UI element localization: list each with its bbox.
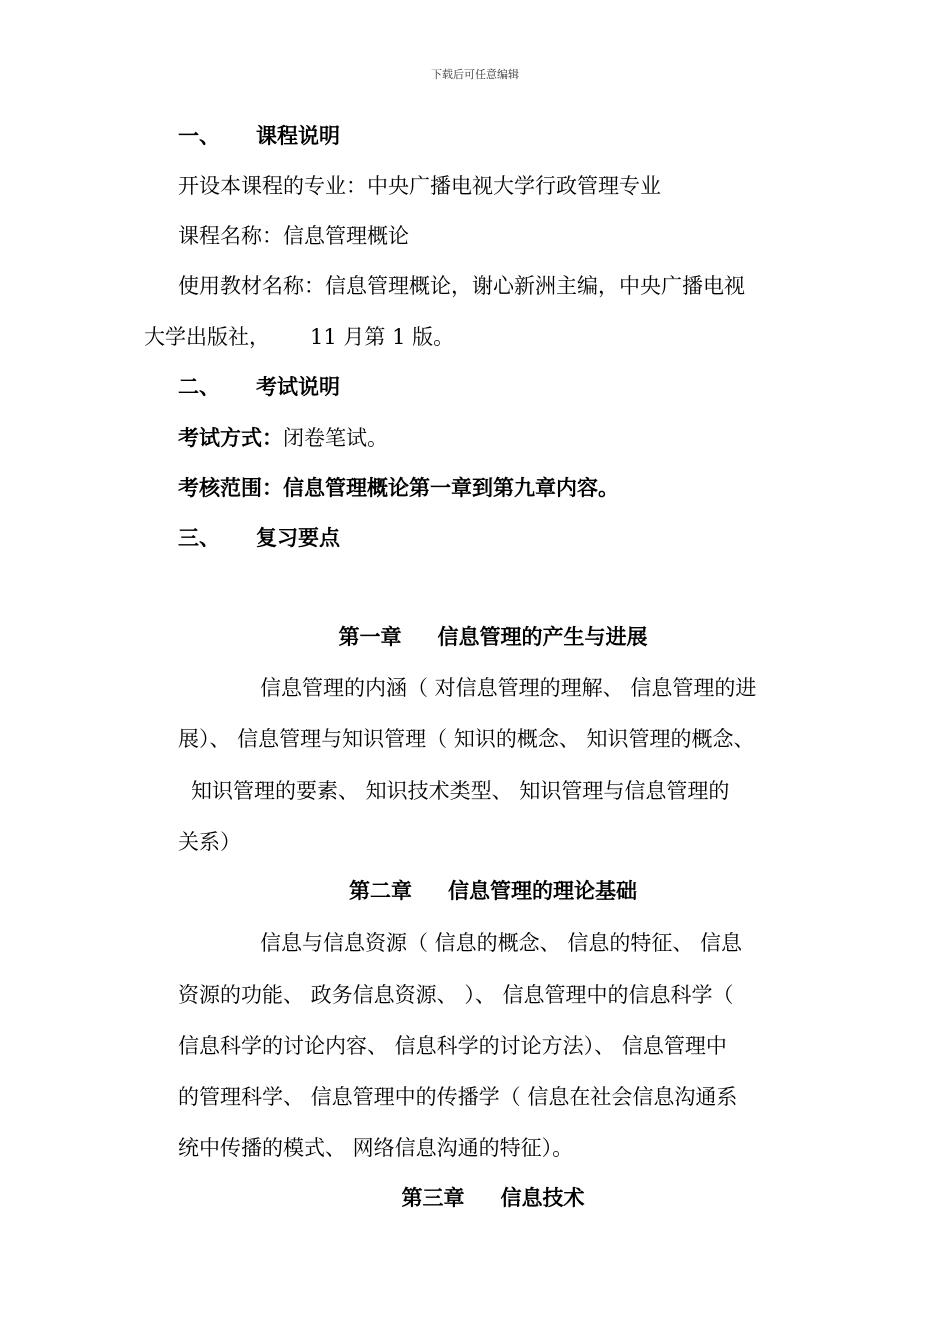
section-1-title: 课程说明 [256,124,340,148]
exam-scope-line: 考核范围：信息管理概论第一章到第九章内容。 [178,476,619,500]
chapter-1-text-line: 展）、 信息管理与知识管理（ 知识的概念、 知识管理的概念、 [178,727,755,751]
course-name-line: 课程名称：信息管理概论 [178,224,409,248]
chapter-1-name: 信息管理的产生与进展 [437,625,648,649]
chapter-2-text-line: 统中传播的模式、 网络信息沟通的特征）。 [178,1136,574,1160]
major-line: 开设本课程的专业：中央广播电视大学行政管理专业 [178,174,661,198]
section-3-heading [178,524,340,552]
chapter-2-text-line: 的管理科学、 信息管理中的传播学（ 信息在社会信息沟通系 [178,1085,738,1109]
chapter-2-text-line: 信息与信息资源（ 信息的概念、 信息的特征、 信息 [260,931,743,955]
chapter-3-title [0,1184,950,1212]
chapter-1-text-line: 信息管理的内涵（ 对信息管理的理解、 信息管理的进 [260,676,757,700]
section-2-title: 考试说明 [256,375,340,399]
textbook-line-2 [144,323,454,351]
exam-mode-label: 考试方式： [178,426,283,450]
chapter-2-text-line: 资源的功能、 政务信息资源、 ）、 信息管理中的信息科学（ [178,983,734,1007]
section-3-number: 三、 [178,526,220,550]
textbook-edition: 11 月第 1 版。 [310,325,455,349]
section-1-number: 一、 [178,124,220,148]
section-3-title: 复习要点 [256,526,340,550]
exam-mode-line [178,424,388,452]
section-2-number: 二、 [178,375,220,399]
textbook-line-1: 使用教材名称：信息管理概论，谢心新洲主编，中央广播电视 [178,274,745,298]
chapter-2-number: 第二章 [349,879,412,903]
exam-mode-value: 闭卷笔试。 [283,426,388,450]
section-2-heading [178,373,340,401]
chapter-3-name: 信息技术 [500,1186,585,1210]
chapter-1-text-line: 关系） [178,830,241,854]
chapter-1-number: 第一章 [338,625,402,649]
chapter-1-text-line: 知识管理的要素、 知识技术类型、 知识管理与信息管理的 [191,779,730,803]
page-header: 下载后可任意编辑 [431,68,519,81]
chapter-1-title [0,623,950,651]
chapter-3-number: 第三章 [401,1186,465,1210]
section-1-heading [178,122,340,150]
chapter-2-text-line: 信息科学的讨论内容、 信息科学的讨论方法）、 信息管理中 [178,1034,727,1058]
chapter-2-name: 信息管理的理论基础 [448,879,637,903]
chapter-2-title [0,877,950,905]
textbook-publisher: 大学出版社， [144,325,270,349]
